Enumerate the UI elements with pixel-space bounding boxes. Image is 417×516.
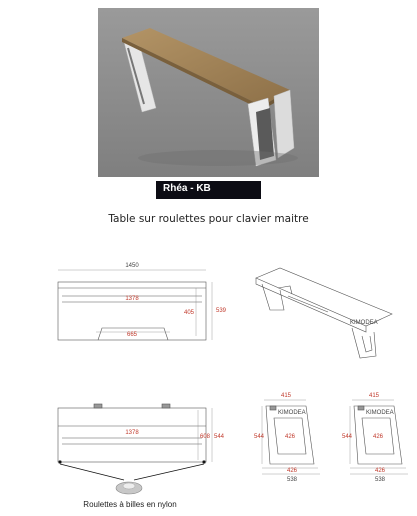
caster-wheel-image: [116, 482, 142, 494]
product-name: Rhéa - KB: [163, 183, 211, 194]
bottom-front-view: [58, 404, 212, 480]
product-subtitle: Table sur roulettes pour clavier maitre: [108, 213, 309, 225]
perspective-view: [256, 268, 392, 358]
bottom-inner-height-label: 608: [200, 434, 211, 440]
front-inner-label: 1378: [125, 296, 139, 302]
front-width-label: 1450: [125, 263, 139, 269]
bottom-height-label: 544: [214, 434, 225, 440]
right-inner-label: 426: [372, 434, 384, 440]
front-view: [58, 270, 212, 340]
left-base-label: 538: [286, 477, 298, 483]
front-cutout-label: 665: [126, 332, 138, 338]
right-height-label: 544: [341, 434, 352, 440]
front-inner-height-label: 405: [184, 310, 195, 316]
left-bottom-label: 426: [286, 468, 298, 474]
right-brand-text: KIMODEA: [366, 410, 394, 416]
left-top-label: 415: [280, 393, 292, 399]
product-name-bar: [156, 181, 261, 199]
left-inner-label: 426: [284, 434, 296, 440]
front-height-label: 539: [216, 308, 227, 314]
perspective-brand-text: KIMODEA: [350, 320, 378, 326]
bottom-inner-label: 1378: [125, 430, 139, 436]
right-top-label: 415: [368, 393, 380, 399]
right-base-label: 538: [374, 477, 386, 483]
product-photo: [98, 8, 319, 177]
left-brand-text: KIMODEA: [278, 410, 306, 416]
right-bottom-label: 426: [374, 468, 386, 474]
caster-caption: Roulettes à billes en nylon: [83, 500, 177, 509]
technical-drawings: [0, 240, 417, 510]
left-height-label: 544: [253, 434, 264, 440]
